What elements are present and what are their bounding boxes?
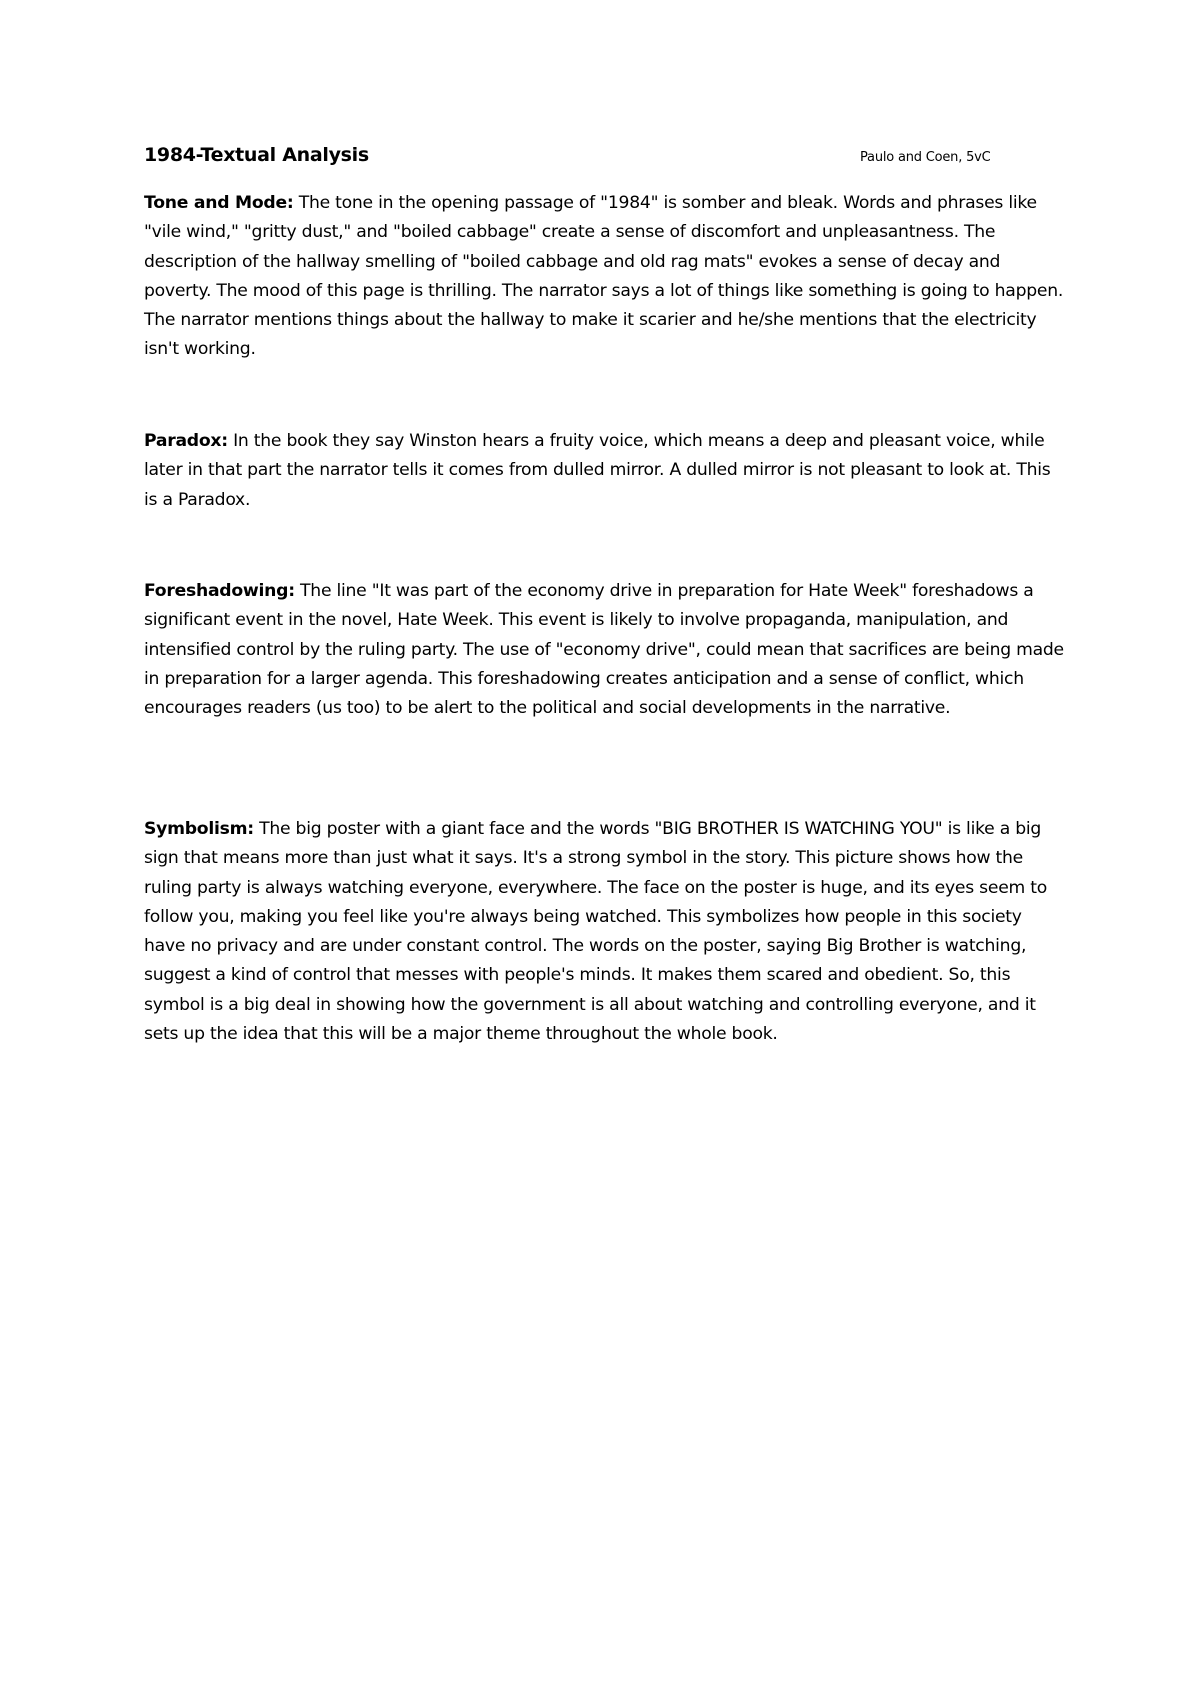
section-body: In the book they say Winston hears a fruity voice, which means a deep and pleasant voice, while later in that part the narrator tells it comes from dulled mirror. A dulled mirror is not pleasant to look at. This is a Paradox. [144, 431, 1051, 510]
section-heading: Symbolism: [144, 819, 254, 839]
section-body: The line "It was part of the economy drive in preparation for Hate Week" foreshadows a significant event in the novel, Hate Week. This event is likely to involve propaganda, manipulation, and intensified control by the ruling party. The use of "economy drive", could mean that sacrifices are being made in preparation for a larger agenda. This foreshadowing creates anticipation and a sense of conflict, which encourages readers (us too) to be alert to the political and social developments in the narrative. [144, 581, 1064, 719]
section-heading: Paradox: [144, 431, 228, 451]
section-body: The tone in the opening passage of "1984" is somber and bleak. Words and phrases like "vile wind," "gritty dust," and "boiled cabbage" create a sense of discomfort and unpleasantness. The description of the hallway smelling of "boiled cabbage and old rag mats" evokes a sense of decay and poverty. The mood of this page is thrilling. The narrator says a lot of things like something is going to happen. The narrator mentions things about the hallway to make it scarier and he/she mentions that the electricity isn't working. [144, 193, 1064, 360]
document-authors: Paulo and Coen, 5vC [860, 150, 991, 165]
section-body: The big poster with a giant face and the words "BIG BROTHER IS WATCHING YOU" is like a big sign that means more than just what it says. It's a strong symbol in the story. This picture shows how the ruling party is always watching everyone, everywhere. The face on the poster is huge, and its eyes seem to follow you, making you feel like you're always being watched. This symbolizes how people in this society have no privacy and are under constant control. The words on the poster, saying Big Brother is watching, suggest a kind of control that messes with people's minds. It makes them scared and obedient. So, this symbol is a big deal in showing how the government is all about watching and controlling everyone, and it sets up the idea that this will be a major theme throughout the whole book. [144, 819, 1047, 1045]
section-foreshadowing [144, 577, 1064, 723]
section-heading: Foreshadowing: [144, 581, 295, 601]
section-tone-and-mode [144, 189, 1064, 365]
document-title: 1984-Textual Analysis [144, 144, 369, 166]
section-heading: Tone and Mode: [144, 193, 294, 213]
section-paradox [144, 427, 1064, 515]
section-symbolism [144, 815, 1064, 1049]
